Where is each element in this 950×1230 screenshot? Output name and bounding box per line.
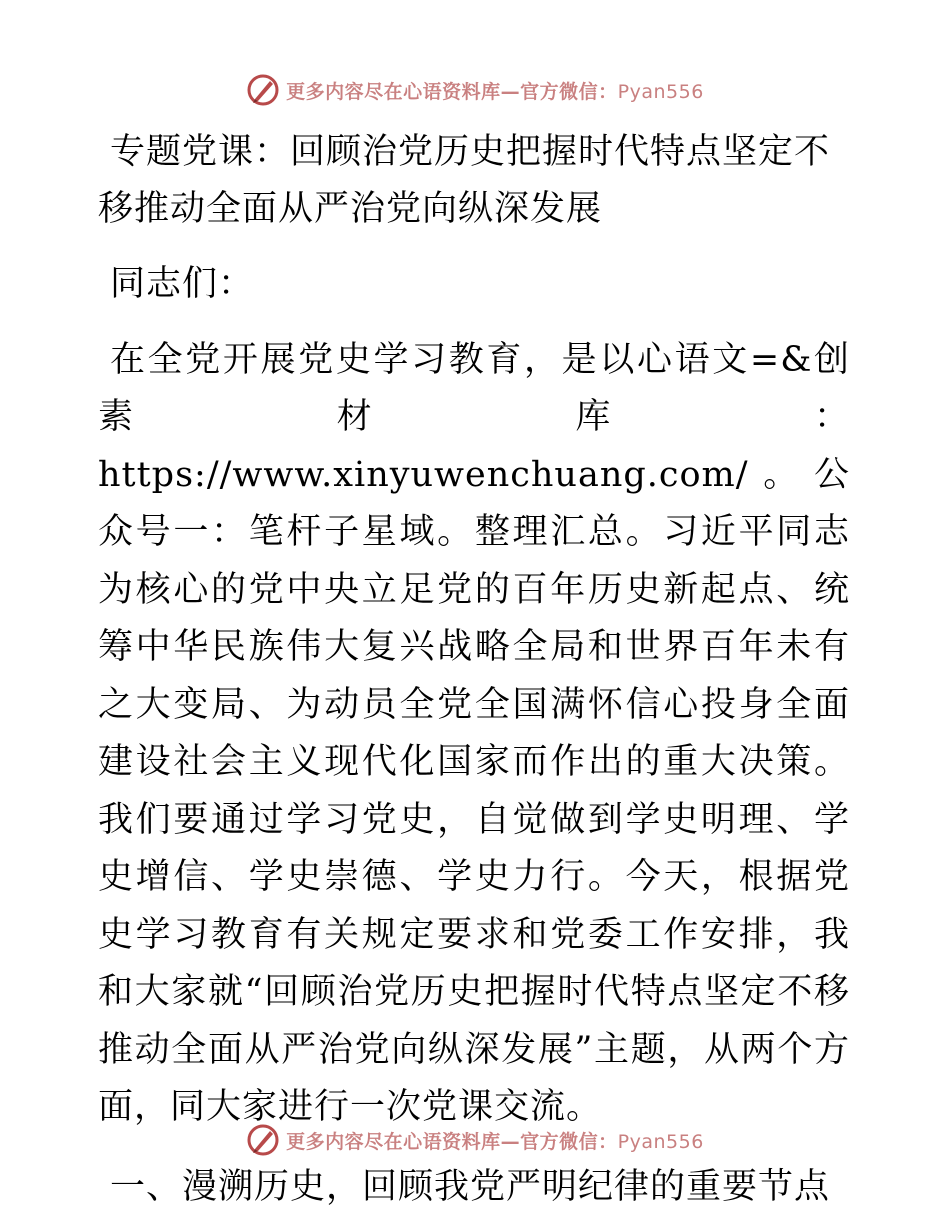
watermark-text: 更多内容尽在心语资料库—官方微信：Pyan556 — [286, 80, 704, 103]
body-paragraph: 在全党开展党史学习教育，是以心语文=&创素材库：https://www.xinyuwenchuang.com/。公众号一：笔杆子星域。整理汇总。习近平同志为核心的党中央立足党的百年历史新起点、统筹中华民族伟大复兴战略全局和世界百年未有之大变局、为动员全党全国满怀信心投身全面建设社会主义现代化国家而作出的重大决策。我们要通过学习党史，自觉做到学史明理、学史增信、学史崇德、学史力行。今天，根据党史学习教育有关规定要求和党委工作安排，我和大家就“回顾治党历史把握时代特点坚定不移推动全面从严治党向纵深发展”主题，从两个方面，同大家进行一次党课交流。 — [98, 339, 850, 1127]
footer-watermark — [0, 1120, 950, 1160]
watermark-text: 更多内容尽在心语资料库—官方微信：Pyan556 — [286, 1130, 704, 1153]
watermark-wechat-id: Pyan556 — [617, 80, 704, 103]
pen-logo-icon — [246, 1123, 280, 1157]
greeting: 同志们： — [110, 264, 255, 304]
section-heading: 一、漫溯历史，回顾我党严明纪律的重要节点 — [110, 1166, 831, 1207]
header-watermark — [0, 70, 950, 110]
document-title: 专题党课：回顾治党历史把握时代特点坚定不移推动全面从严治党向纵深发展 — [98, 132, 831, 229]
watermark-wechat-id: Pyan556 — [617, 1130, 704, 1153]
pen-logo-icon — [246, 73, 280, 107]
document-body — [98, 124, 850, 1216]
